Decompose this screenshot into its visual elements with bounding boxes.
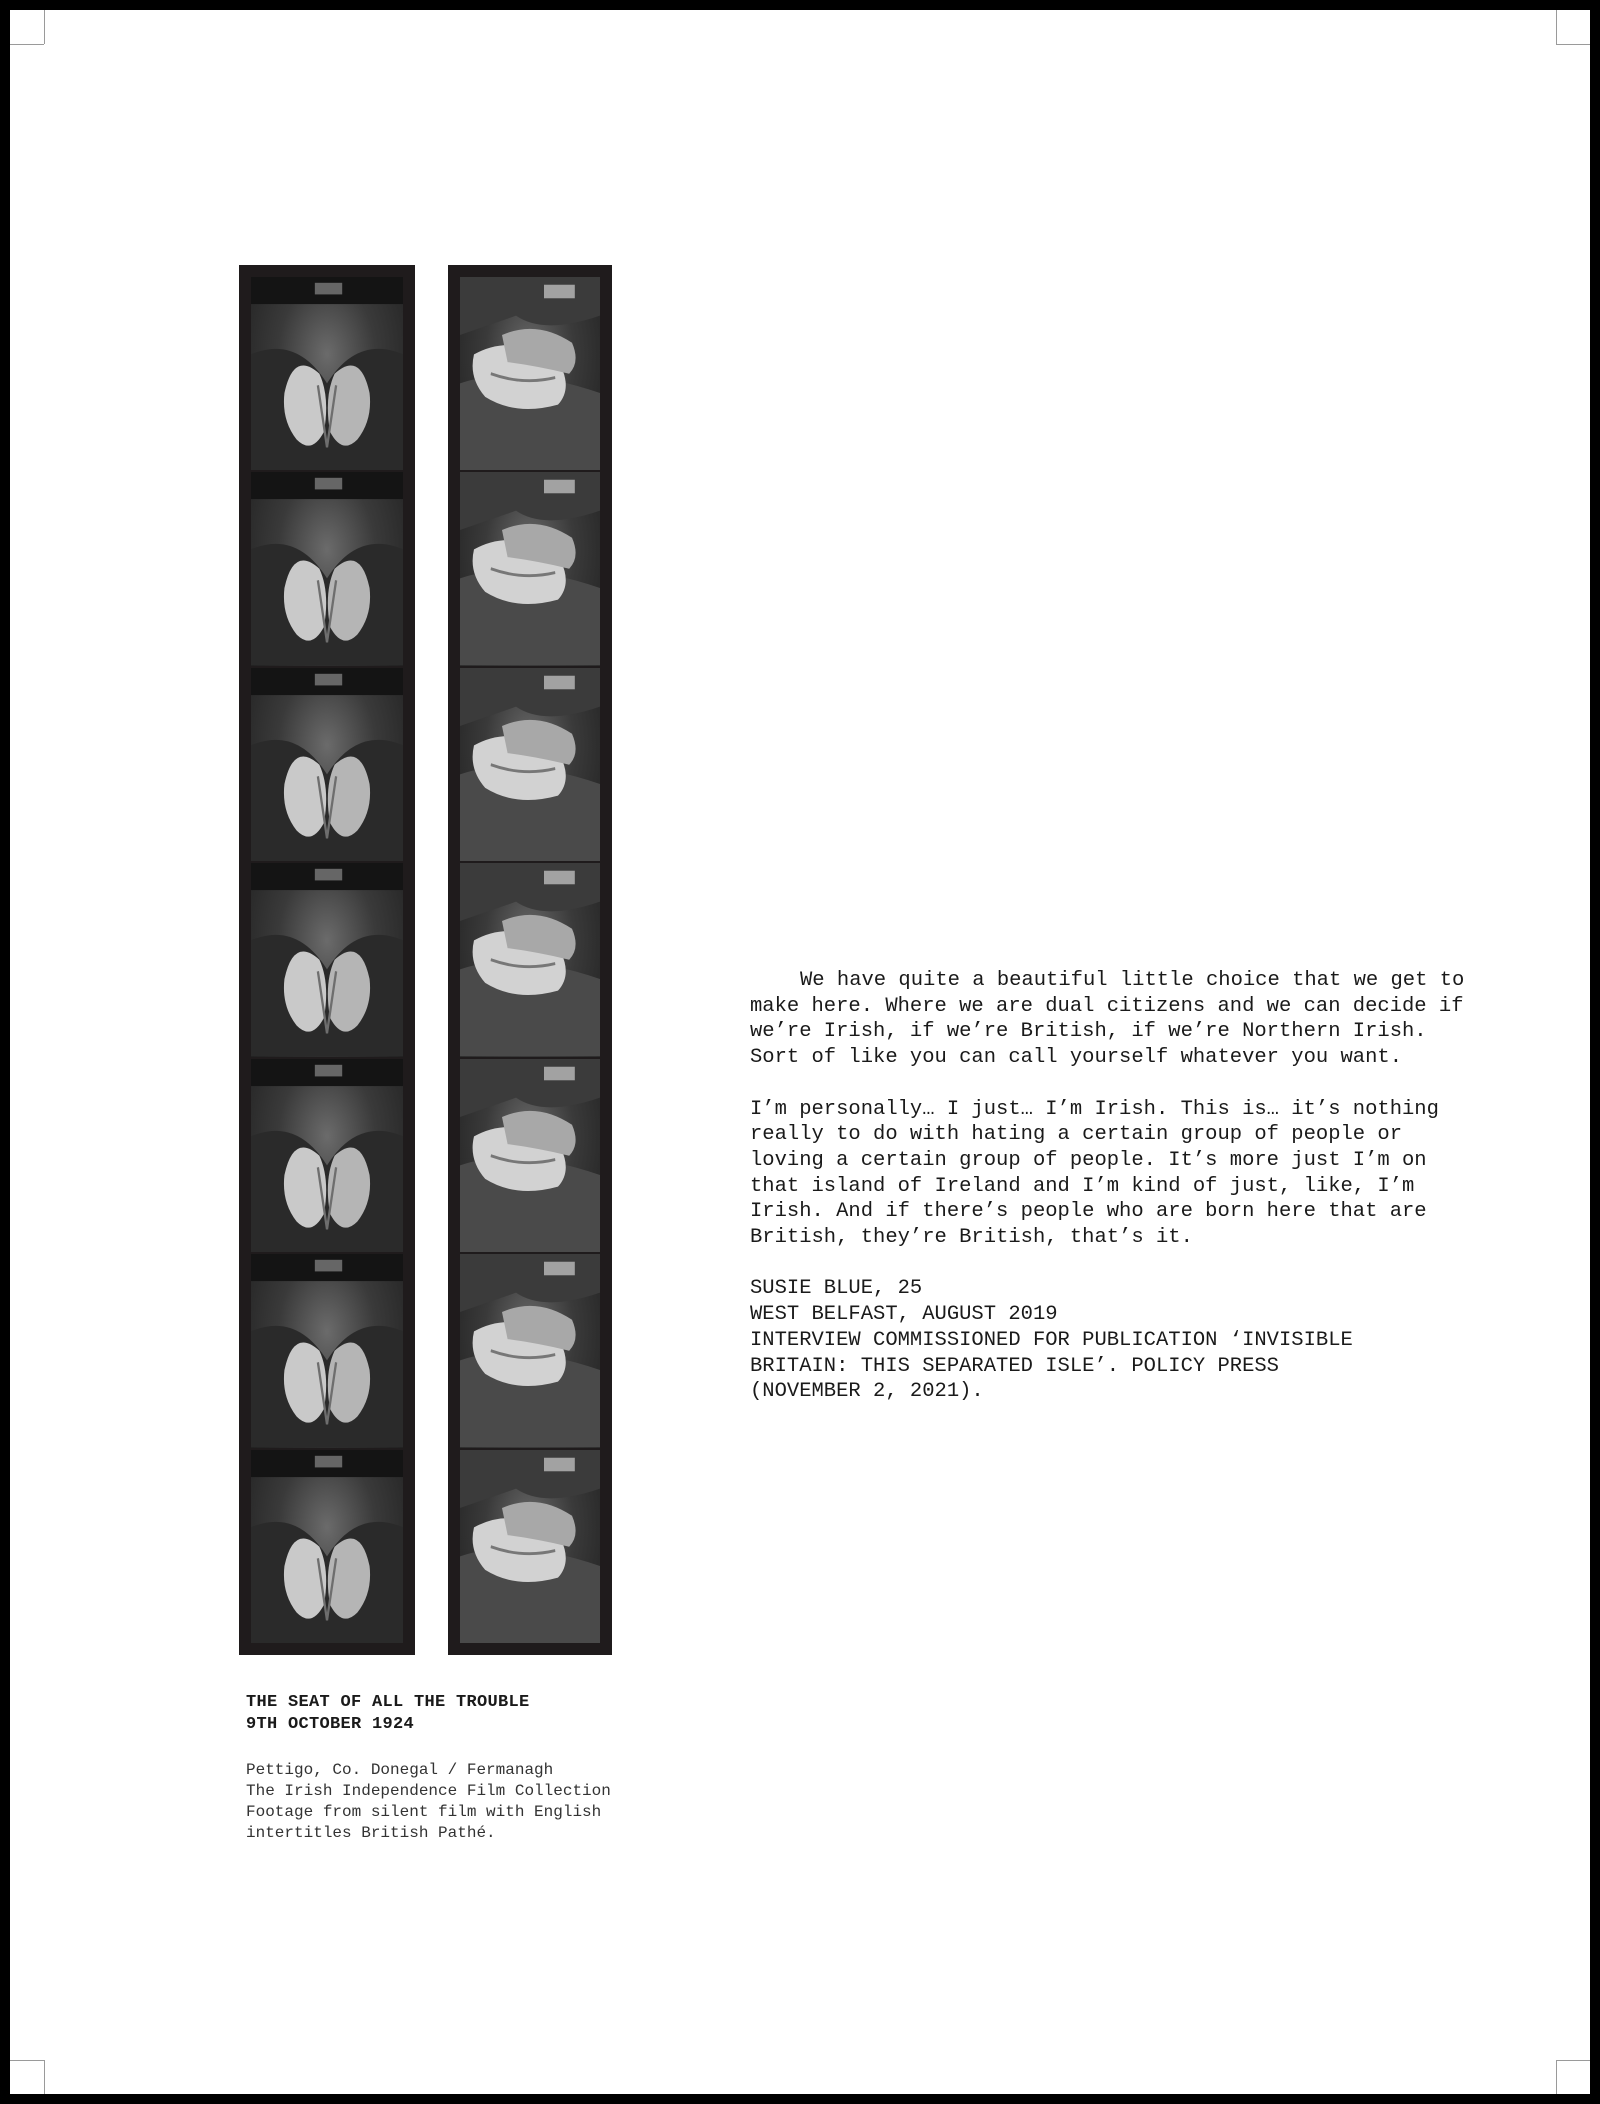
film-frame bbox=[460, 1059, 600, 1252]
caption-body-line: Pettigo, Co. Donegal / Fermanagh bbox=[246, 1761, 554, 1779]
caption-body-line: The Irish Independence Film Collection bbox=[246, 1782, 611, 1800]
credit-line: WEST BELFAST, AUGUST 2019 bbox=[750, 1303, 1058, 1327]
hands-image bbox=[251, 863, 403, 1056]
credit-line: BRITAIN: THIS SEPARATED ISLE’. POLICY PRESS bbox=[750, 1354, 1279, 1378]
film-strip-right bbox=[448, 265, 612, 1655]
crop-mark bbox=[1556, 2060, 1557, 2094]
caption-title bbox=[246, 1692, 706, 1736]
hands-image bbox=[460, 472, 600, 665]
film-frame bbox=[251, 277, 403, 470]
film-frame bbox=[460, 863, 600, 1056]
film-frame bbox=[460, 277, 600, 470]
caption-title-line: 9TH OCTOBER 1924 bbox=[246, 1715, 415, 1734]
hands-image bbox=[251, 668, 403, 861]
credit-line: (NOVEMBER 2, 2021). bbox=[750, 1380, 984, 1404]
film-frame bbox=[460, 1254, 600, 1447]
film-frame bbox=[460, 668, 600, 861]
hands-image bbox=[251, 1450, 403, 1643]
page bbox=[10, 10, 1590, 2094]
quote-paragraph: I’m personally… I just… I’m Irish. This is… it’s nothing really to do with hating a certain group of people or loving a certain group of people. It’s more just I’m on that island of Ireland and I’m kind of just, like, I’m Irish. And if there’s people who are born here that are British, they’re British, that’s it. bbox=[750, 1097, 1439, 1250]
hands-image bbox=[251, 1254, 403, 1447]
film-frame bbox=[251, 668, 403, 861]
hands-image bbox=[251, 277, 403, 470]
film-frame bbox=[251, 863, 403, 1056]
crop-mark bbox=[44, 10, 45, 44]
film-frame bbox=[460, 472, 600, 665]
quote-paragraph: We have quite a beautiful little choice that we get to make here. Where we are dual citizens and we can decide if we’re Irish, if we’re British, if we’re Northern Irish. Sort of like you can call yourself whatever you want. bbox=[750, 969, 1465, 1070]
hands-image bbox=[460, 1059, 600, 1252]
film-frame bbox=[251, 1254, 403, 1447]
crop-mark bbox=[1556, 44, 1590, 45]
hands-image bbox=[460, 277, 600, 470]
caption-body-line: intertitles British Pathé. bbox=[246, 1824, 496, 1842]
crop-mark bbox=[1556, 10, 1557, 44]
interview-quote bbox=[750, 968, 1470, 1405]
caption-body bbox=[246, 1760, 706, 1844]
hands-image bbox=[460, 1254, 600, 1447]
quote-credit bbox=[750, 1276, 1470, 1405]
crop-mark bbox=[44, 2060, 45, 2094]
caption-body-line: Footage from silent film with English bbox=[246, 1803, 602, 1821]
crop-mark bbox=[10, 2060, 44, 2061]
hands-image bbox=[460, 1450, 600, 1643]
credit-line: SUSIE BLUE, 25 bbox=[750, 1277, 923, 1301]
hands-image bbox=[251, 1059, 403, 1252]
hands-image bbox=[460, 668, 600, 861]
hands-image bbox=[251, 472, 403, 665]
crop-mark bbox=[1556, 2060, 1590, 2061]
caption-title-line: THE SEAT OF ALL THE TROUBLE bbox=[246, 1693, 530, 1712]
hands-image bbox=[460, 863, 600, 1056]
credit-line: INTERVIEW COMMISSIONED FOR PUBLICATION ‘INVISIBLE bbox=[750, 1328, 1353, 1352]
film-frame bbox=[251, 472, 403, 665]
crop-mark bbox=[10, 44, 44, 45]
film-frame bbox=[251, 1450, 403, 1643]
film-strip-left bbox=[239, 265, 415, 1655]
film-frame bbox=[460, 1450, 600, 1643]
film-frame bbox=[251, 1059, 403, 1252]
